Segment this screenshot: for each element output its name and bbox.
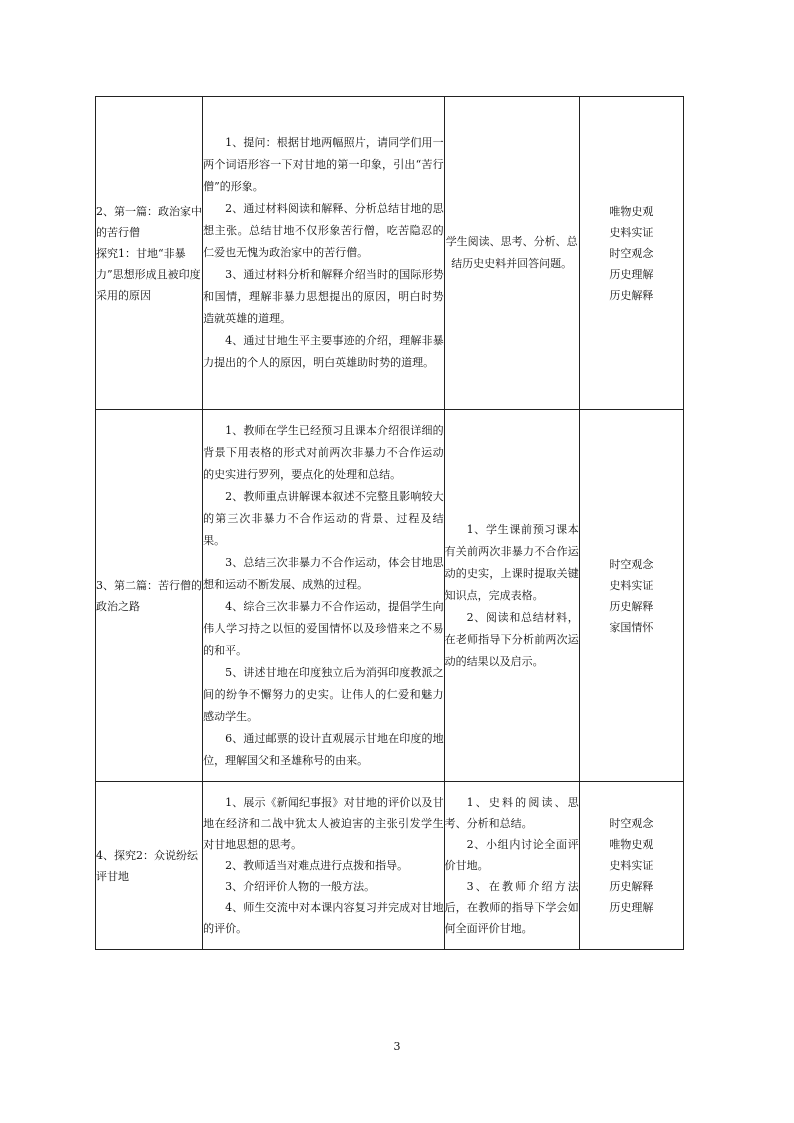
- stage-text: 2、第一篇：政治家中的苦行僧 探究1：甘地“非暴力”思想形成且被印度采用的原因: [96, 204, 202, 302]
- literacy-item: 史料实证: [609, 859, 654, 872]
- page-number: 3: [393, 1040, 401, 1053]
- student-step: 2、小组内讨论全面评价甘地。: [444, 838, 579, 872]
- teacher-step: 3、介绍评价人物的一般方法。: [225, 880, 376, 893]
- student-step: 1、史料的阅读、思考、分析和总结。: [444, 796, 579, 830]
- student-step: 2、阅读和总结材料，在老师指导下分析前两次运动的结果以及启示。: [444, 610, 579, 668]
- teacher-step: 4、综合三次非暴力不合作运动，提倡学生向伟人学习持之以恒的爱国情怀以及珍惜来之不易的和平。: [203, 599, 444, 657]
- table-row: [96, 782, 684, 950]
- stage-text: 4、探究2：众说纷纭评甘地: [96, 848, 198, 883]
- table-row: [96, 97, 684, 410]
- teacher-activity-cell: [203, 410, 444, 782]
- literacy-item: 家国情怀: [609, 620, 654, 634]
- teacher-step: 3、通过材料分析和解释介绍当时的国际形势和国情，理解非暴力思想提出的原因，明白时势造就英雄的道理。: [203, 268, 444, 325]
- teacher-step: 3、总结三次非暴力不合作运动，体会甘地思想和运动不断发展、成熟的过程。: [203, 555, 444, 591]
- literacy-item: 史料实证: [609, 578, 654, 592]
- lesson-plan-table: [95, 96, 684, 950]
- teacher-step: 6、通过邮票的设计直观展示甘地在印度的地位，理解国父和圣雄称号的由来。: [203, 731, 444, 767]
- literacy-item: 历史解释: [609, 880, 654, 893]
- teacher-step: 2、教师适当对难点进行点拨和指导。: [225, 859, 409, 872]
- stage-cell: [96, 782, 203, 950]
- literacy-item: 唯物史观: [609, 838, 654, 851]
- literacy-cell: [579, 782, 683, 950]
- literacy-item: 历史理解: [609, 267, 654, 281]
- literacy-item: 历史理解: [609, 901, 654, 914]
- table-row: [96, 410, 684, 782]
- teacher-step: 1、教师在学生已经预习且课本介绍很详细的背景下用表格的形式对前两次非暴力不合作运动的史实进行罗列，要点化的处理和总结。: [203, 423, 444, 481]
- teacher-step: 2、教师重点讲解课本叙述不完整且影响较大的第三次非暴力不合作运动的背景、过程及结果。: [203, 489, 444, 547]
- stage-cell: [96, 410, 203, 782]
- teacher-step: 5、讲述甘地在印度独立后为消弭印度教派之间的纷争不懈努力的史实。让伟人的仁爱和魅力感动学生。: [203, 665, 444, 723]
- literacy-item: 历史解释: [609, 288, 654, 302]
- teacher-step: 4、通过甘地生平主要事迹的介绍，理解非暴力提出的个人的原因，明白英雄助时势的道理。: [203, 334, 444, 369]
- literacy-item: 史料实证: [609, 225, 654, 239]
- student-step: 1、学生课前预习课本有关前两次非暴力不合作运动的史实，上课时提取关键知识点，完成表格。: [444, 522, 579, 602]
- teacher-step: 4、师生交流中对本课内容复习并完成对甘地的评价。: [203, 901, 444, 935]
- literacy-item: 时空观念: [609, 246, 654, 260]
- student-step: 3、在教师介绍方法后，在教师的指导下学会如何全面评价甘地。: [444, 880, 579, 935]
- teacher-step: 2、通过材料阅读和解释、分析总结甘地的思想主张。总结甘地不仅形象苦行僧，吃苦隐忍的仁爱也无愧为政治家中的苦行僧。: [203, 202, 444, 259]
- student-activity-cell: [444, 410, 579, 782]
- student-activity-cell: [444, 782, 579, 950]
- teacher-step: 1、提问：根据甘地两幅照片，请同学们用一两个词语形容一下对甘地的第一印象，引出“苦行僧”的形象。: [203, 136, 444, 193]
- teacher-step: 1、展示《新闻纪事报》对甘地的评价以及甘地在经济和二战中犹太人被迫害的主张引发学生对甘地思想的思考。: [203, 796, 444, 851]
- literacy-item: 历史解释: [609, 599, 654, 613]
- stage-cell: [96, 97, 203, 410]
- student-activity-cell: [444, 97, 579, 410]
- student-step: 学生阅读、思考、分析、总结历史史料并回答问题。: [445, 235, 578, 270]
- literacy-item: 唯物史观: [609, 204, 654, 218]
- literacy-item: 时空观念: [609, 557, 654, 571]
- literacy-item: 时空观念: [609, 817, 654, 830]
- literacy-cell: [579, 410, 683, 782]
- stage-text: 3、第二篇：苦行僧的政治之路: [96, 578, 202, 613]
- teacher-activity-cell: [203, 97, 444, 410]
- teacher-activity-cell: [203, 782, 444, 950]
- literacy-cell: [579, 97, 683, 410]
